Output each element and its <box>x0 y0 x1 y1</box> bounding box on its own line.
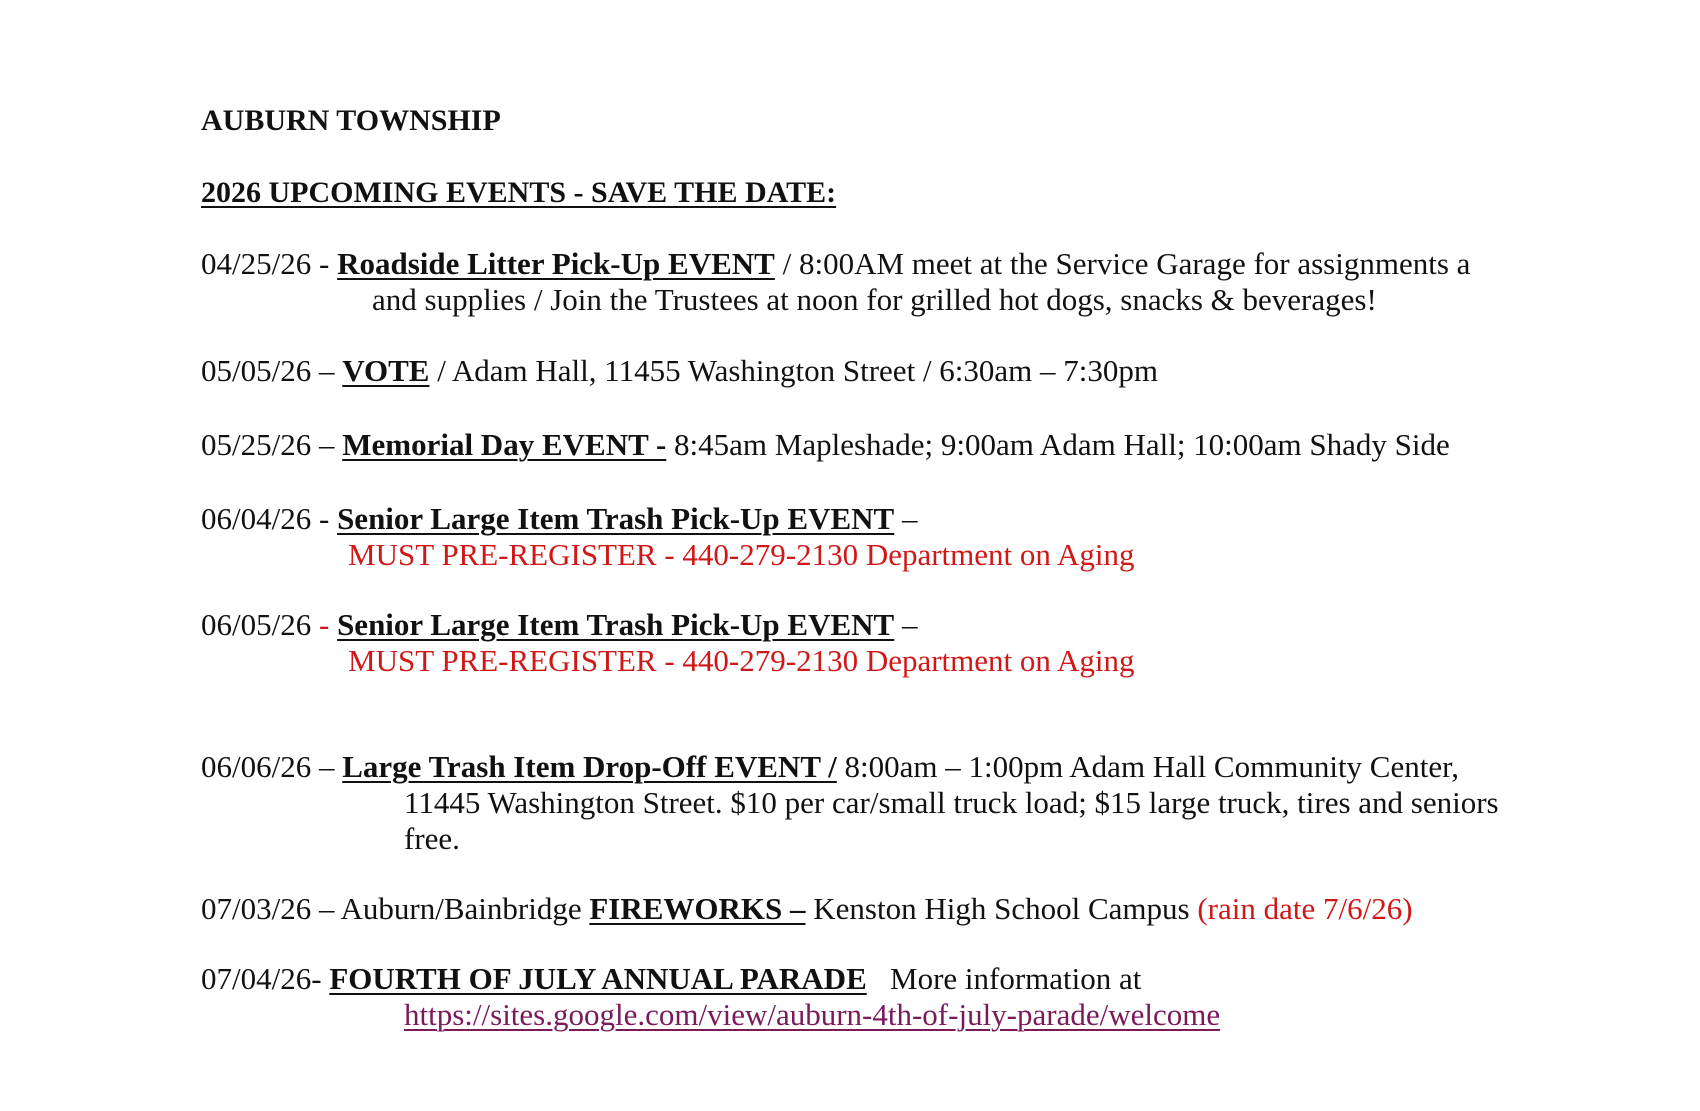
event-detail: More information at <box>866 961 1142 996</box>
event-date: 04/25/26 - <box>201 246 330 281</box>
event-name: Senior Large Item Trash Pick-Up EVENT <box>337 501 895 536</box>
event-name: VOTE <box>342 353 430 388</box>
event-dash: – <box>894 607 918 642</box>
event-separator: / <box>774 246 792 281</box>
parade-link-line <box>404 997 1220 1033</box>
event-date: 06/06/26 – <box>201 749 335 784</box>
event-05-25 <box>201 427 1450 463</box>
event-name: FOURTH OF JULY ANNUAL PARADE <box>329 961 867 996</box>
event-name: Senior Large Item Trash Pick-Up EVENT <box>337 607 895 642</box>
event-date: 05/05/26 – <box>201 353 335 388</box>
event-06-06 <box>201 749 1459 785</box>
org-heading: AUBURN TOWNSHIP <box>201 104 501 137</box>
event-date-dash: - <box>311 607 330 642</box>
event-date: 07/03/26 – Auburn/Bainbridge <box>201 891 582 926</box>
event-06-04-note: MUST PRE-REGISTER - 440-279-2130 Department on Aging <box>348 537 1135 572</box>
event-06-06-detail-line-3: free. <box>404 821 460 856</box>
event-rain-date: (rain date 7/6/26) <box>1197 891 1413 926</box>
event-detail: 8:45am Mapleshade; 9:00am Adam Hall; 10:00am Shady Side <box>666 427 1450 462</box>
event-06-06-detail-line-2: 11445 Washington Street. $10 per car/small truck load; $15 large truck, tires and seniors <box>404 785 1499 820</box>
event-04-25-detail-line-2: and supplies / Join the Trustees at noon for grilled hot dogs, snacks & beverages! <box>372 282 1377 317</box>
event-05-05 <box>201 353 1158 389</box>
event-06-05-note: MUST PRE-REGISTER - 440-279-2130 Department on Aging <box>348 643 1135 678</box>
event-date: 06/04/26 - <box>201 501 330 536</box>
event-detail: Kenston High School Campus <box>805 891 1190 926</box>
event-date: 07/04/26- <box>201 961 322 996</box>
event-name: Large Trash Item Drop-Off EVENT / <box>342 749 837 784</box>
event-06-04 <box>201 501 917 537</box>
event-04-25 <box>201 246 1470 282</box>
event-detail: 8:00am – 1:00pm Adam Hall Community Center, <box>836 749 1459 784</box>
event-dash: – <box>894 501 918 536</box>
event-07-04 <box>201 961 1141 997</box>
event-date: 05/25/26 – <box>201 427 335 462</box>
event-date: 06/05/26 <box>201 607 312 642</box>
page-title: 2026 UPCOMING EVENTS - SAVE THE DATE: <box>201 176 837 209</box>
event-07-03 <box>201 891 1413 927</box>
parade-info-link[interactable]: https://sites.google.com/view/auburn-4th-of-july-parade/welcome <box>404 997 1221 1032</box>
event-name: Memorial Day EVENT - <box>342 427 667 462</box>
event-name: FIREWORKS – <box>589 891 806 926</box>
event-name: Roadside Litter Pick-Up EVENT <box>337 246 775 281</box>
event-06-05 <box>201 607 917 643</box>
event-detail: 8:00AM meet at the Service Garage for assignments a <box>791 246 1471 281</box>
event-detail: / Adam Hall, 11455 Washington Street / 6:30am – 7:30pm <box>429 353 1158 388</box>
